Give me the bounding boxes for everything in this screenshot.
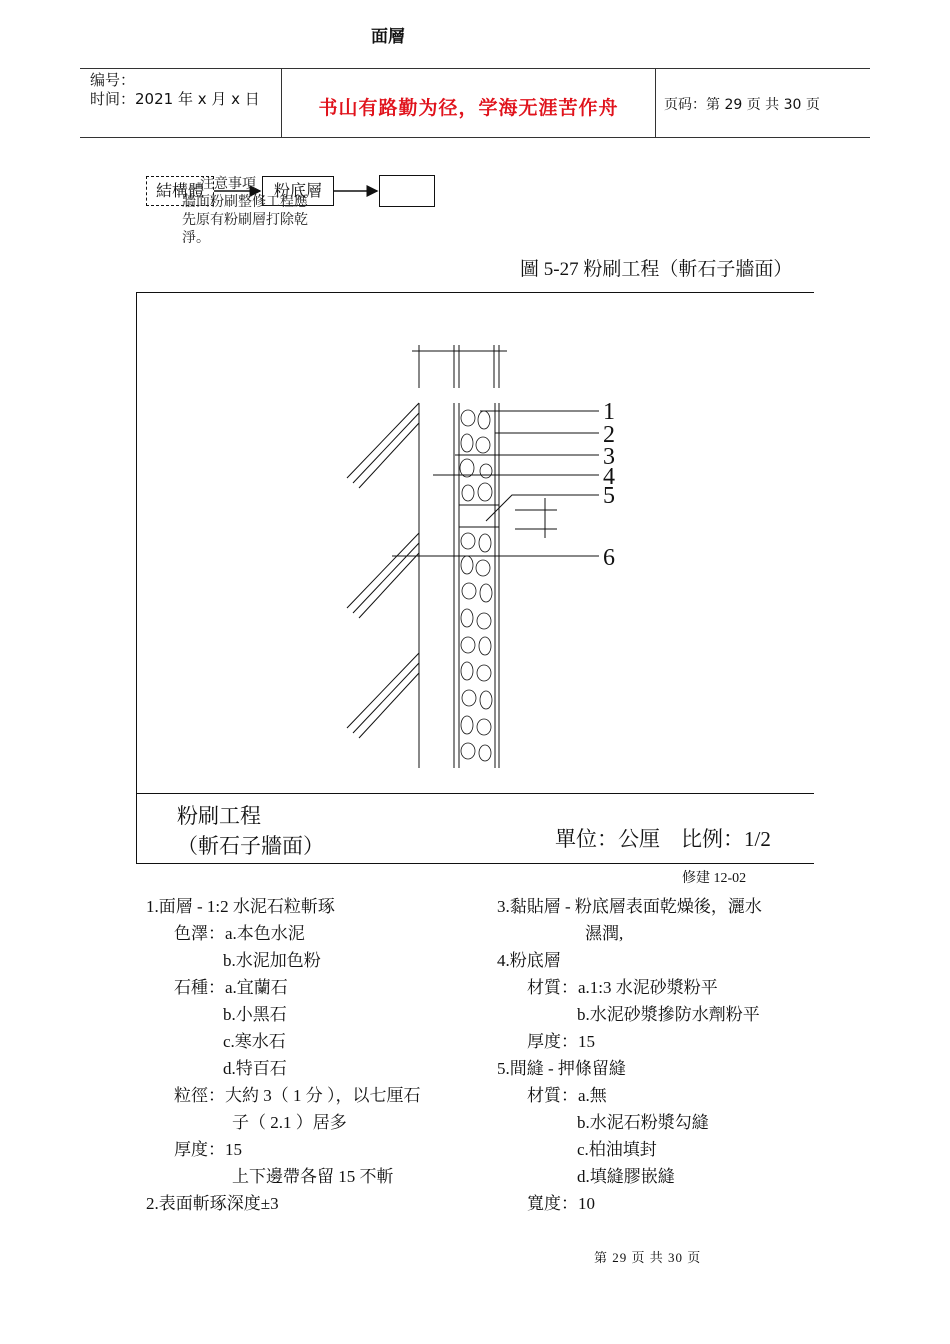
section-drawing [137,293,814,793]
callout-4: 4 [603,464,615,490]
callout-5: 5 [603,483,615,509]
spec-line: b.水泥石粉漿勾縫 [577,1113,709,1132]
spec-line: 上下邊帶各留 15 不斬 [232,1167,394,1186]
drawing-frame [136,292,814,864]
spec-line: 材質：a.1:3 水泥砂漿粉平 [527,978,718,997]
note-line: 先原有粉刷層打除乾 [182,213,308,228]
spec-line: 寬度：10 [527,1194,595,1213]
spec-line: 粒徑：大約 3（ 1 分 ），以七厘石 [174,1086,421,1105]
spec-line: 石種：a.宜蘭石 [174,978,288,997]
header-divider [655,69,656,137]
spec-line: 厚度：15 [174,1140,242,1159]
drawing-title-line1: 粉刷工程 [177,804,261,828]
spec-right [497,893,762,1217]
header-table [80,68,870,138]
spec-line: d.特百石 [223,1059,287,1078]
page-footer: 第 29 页 共 30 页 [594,1250,702,1265]
note-line: 淨。 [182,231,210,246]
spec-line: b.小黑石 [223,1005,287,1024]
spec-line: 5.間縫 - 押條留縫 [497,1059,626,1078]
spec-line: 子（ 2.1 ）居多 [232,1113,347,1132]
drawing-title-line2: （斬石子牆面） [177,834,324,858]
spec-line: 材質：a.無 [527,1086,607,1105]
callout-1: 1 [603,399,615,425]
spec-line: 2.表面斬琢深度±3 [146,1194,279,1213]
number-label: 编号： [90,71,136,89]
spec-line: b.水泥加色粉 [223,951,321,970]
header-meta [90,71,260,109]
spec-line: 1.面層 - 1:2 水泥石粒斬琢 [146,897,335,916]
spec-left [146,893,421,1217]
spec-line: 4.粉底層 [497,951,561,970]
note-line: 注意事項 [200,177,256,192]
spec-line: b.水泥砂漿摻防水劑粉平 [577,1005,760,1024]
title-divider [137,793,814,794]
spec-line: 色澤：a.本色水泥 [174,924,305,943]
callout-6: 6 [603,545,615,571]
note-line: 牆面粉刷整修工程應 [182,195,308,210]
callout-3: 3 [603,444,615,470]
aggregate-pattern [460,410,492,761]
flow-box-base-layer: 粉底層 [262,176,334,206]
spec-line: 厚度：15 [527,1032,595,1051]
callout-2: 2 [603,422,615,448]
spec-line: 3.黏貼層 - 粉底層表面乾燥後，灑水 [497,897,762,916]
drawing-title [177,801,324,861]
spec-line: d.填縫膠嵌縫 [577,1167,675,1186]
page-info: 页码：第 29 页 共 30 页 [664,97,820,113]
unit-scale: 單位：公厘 比例：1/2 [555,827,771,851]
sheet-code: 修建 12-02 [682,871,747,886]
motto: 书山有路勤为径，学海无涯苦作舟 [318,97,619,119]
page-header: 面層 [371,27,405,47]
figure-caption: 圖 5-27 粉刷工程（斬石子牆面） [520,259,793,280]
spec-line: c.寒水石 [223,1032,286,1051]
flow-box-structure: 結構體 [146,176,214,206]
spec-line: 濕潤, [585,924,624,943]
date-label: 时间：2021 年 x 月 x 日 [90,90,260,108]
spec-line: c.柏油填封 [577,1140,657,1159]
flow-note [182,176,342,248]
